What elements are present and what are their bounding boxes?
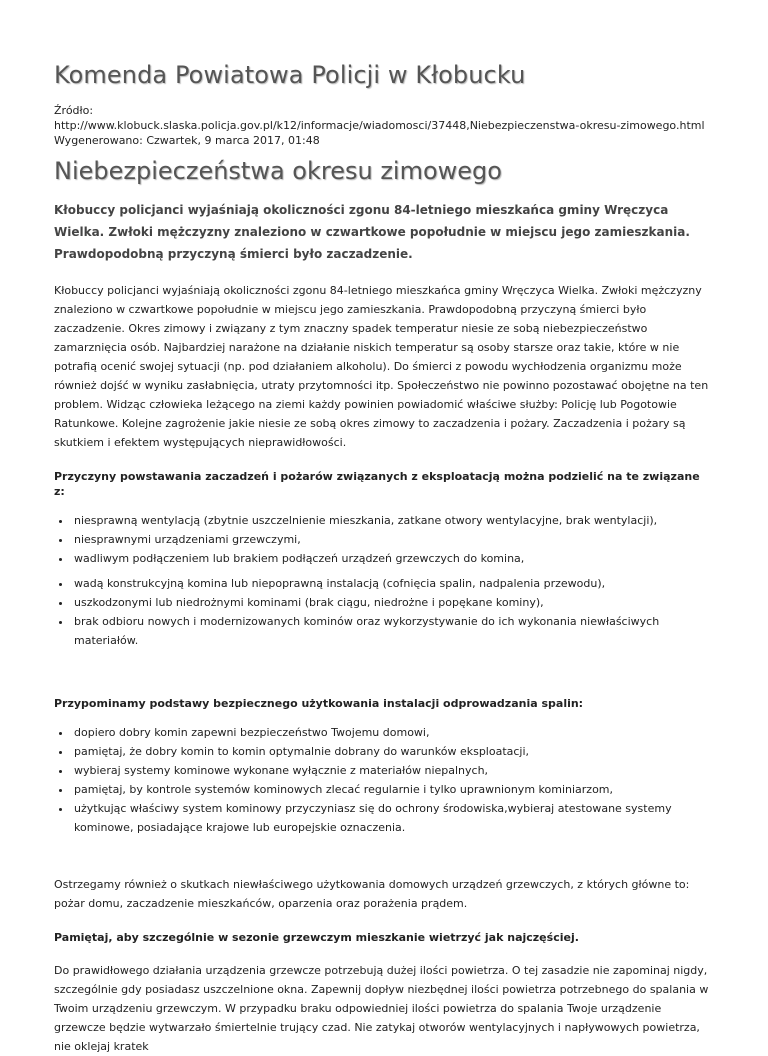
list-item: • niesprawnymi urządzeniami grzewczymi, xyxy=(72,530,714,549)
list-item: • użytkując właściwy system kominowy przyczyniasz się do ochrony środowiska,wybieraj atestowane systemy kominowe, posiadające krajowe lub europejskie oznaczenia. xyxy=(72,799,714,837)
final-paragraph: Do prawidłowego działania urządzenia grzewcze potrzebują dużej ilości powietrza. O tej zasadzie nie zapominaj nigdy, szczególnie gdy posiadasz uszczelnione okna. Zapewnij dopływ niezbędnej ilości powietrza potrzebnego do spalania w Twoim urządzeniu grzewczym. W przypadku braku odpowiedniej ilości powietrza do spalania Twoje urządzenie grzewcze będzie wytwarzało śmiertelnie trujący czad. Nie zatykaj otworów wentylacyjnych i napływowych powietrza, nie oklejaj kratek xyxy=(54,964,709,1053)
causes-list-1 xyxy=(54,511,714,568)
rules-list xyxy=(54,723,714,837)
spacer xyxy=(54,650,714,696)
causes-list-2 xyxy=(54,574,714,650)
article-paragraph-1: Kłobuccy policjanci wyjaśniają okoliczności zgonu 84-letniego mieszkańca gminy Wręczyca Wielka. Zwłoki mężczyzny znaleziono w czwartkowe popołudnie w miejscu jego zamieszkania. Prawdopodobną przyczyną śmierci było zaczadzenie. Okres zimowy i związany z tym znaczny spadek temperatur niesie ze sobą niebezpieczeństwo zamarznięcia osób. Najbardziej narażone na działanie niskich temperatur są osoby starsze oraz takie, które w nie potrafią ocenić swojej sytuacji (np. pod działaniem alkoholu). Do śmierci z powodu wychłodzenia organizmu może również dojść w wyniku zasłabnięcia, utraty przytomności itp. Społeczeństwo nie powinno pozostawać obojętne na ten problem. Widząc człowieka leżącego na ziemi każdy powinien powiadomić właściwe służby: Policję lub Pogotowie Ratunkowe. Kolejne zagrożenie jakie niesie ze sobą okres zimowy to zaczadzenia i pożary. Zaczadzenia i pożary są skutkiem i efektem występujących nieprawidłowości. xyxy=(54,284,709,449)
list-item: • pamiętaj, by kontrole systemów kominowych zlecać regularnie i tylko uprawnionym kominiarzom, xyxy=(72,780,714,799)
list-item: • dopiero dobry komin zapewni bezpieczeństwo Twojemu domowi, xyxy=(72,723,714,742)
list-item: • wadą konstrukcyjną komina lub niepoprawną instalacją (cofnięcia spalin, nadpalenia przewodu), xyxy=(72,574,714,593)
source-label: Źródło: xyxy=(54,104,94,117)
ventilate-heading: Pamiętaj, aby szczególnie w sezonie grzewczym mieszkanie wietrzyć jak najczęściej. xyxy=(54,931,579,944)
list-item: • pamiętaj, że dobry komin to komin optymalnie dobrany do warunków eksploatacji, xyxy=(72,742,714,761)
causes-heading: Przyczyny powstawania zaczadzeń i pożarów związanych z eksploatacją można podzielić na te związane z: xyxy=(54,470,700,498)
list-item: • brak odbioru nowych i modernizowanych kominów oraz wykorzystywanie do ich wykonania niewłaściwych materiałów. xyxy=(72,612,714,650)
article-lead: Kłobuccy policjanci wyjaśniają okoliczności zgonu 84-letniego mieszkańca gminy Wręczyca Wielka. Zwłoki mężczyzny znaleziono w czwartkowe popołudnie w miejscu jego zamieszkania. Prawdopodobną przyczyną śmierci było zaczadzenie. xyxy=(54,203,690,261)
list-item: • niesprawną wentylacją (zbytnie uszczelnienie mieszkania, zatkane otwory wentylacyjne, brak wentylacji), xyxy=(72,511,714,530)
source-url: http://www.klobuck.slaska.policja.gov.pl/k12/informacje/wiadomosci/37448,Niebezpieczenstwa-okresu-zimowego.html xyxy=(54,119,705,132)
warning-paragraph: Ostrzegamy również o skutkach niewłaściwego użytkowania domowych urządzeń grzewczych, z których główne to: pożar domu, zaczadzenie mieszkańców, oparzenia oraz porażenia prądem. xyxy=(54,878,690,910)
source-meta xyxy=(54,103,714,148)
list-item: • wybieraj systemy kominowe wykonane wyłącznie z materiałów niepalnych, xyxy=(72,761,714,780)
article-title: Niebezpieczeństwa okresu zimowego xyxy=(54,157,502,185)
spacer xyxy=(54,837,714,875)
list-item: • wadliwym podłączeniem lub brakiem podłączeń urządzeń grzewczych do komina, xyxy=(72,549,714,568)
list-item: • uszkodzonymi lub niedrożnymi kominami (brak ciągu, niedrożne i popękane kominy), xyxy=(72,593,714,612)
rules-heading: Przypominamy podstawy bezpiecznego użytkowania instalacji odprowadzania spalin: xyxy=(54,697,584,710)
site-title: Komenda Powiatowa Policji w Kłobucku xyxy=(54,61,526,89)
generated-date: Wygenerowano: Czwartek, 9 marca 2017, 01:48 xyxy=(54,134,320,147)
